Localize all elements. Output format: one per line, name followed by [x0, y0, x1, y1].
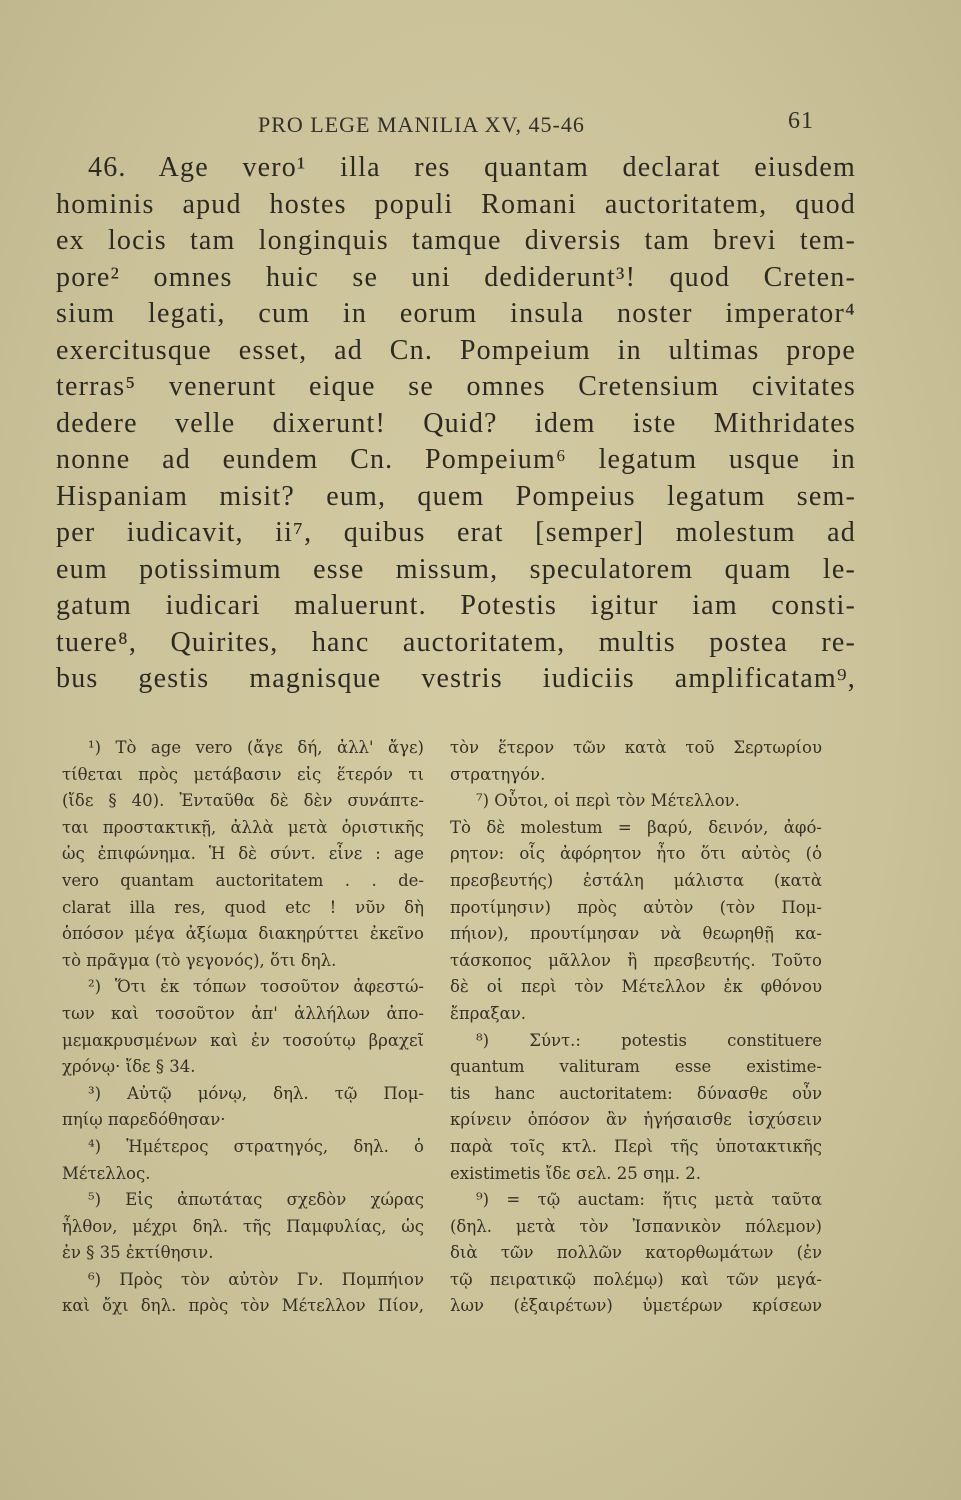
footnote-line: existimetis ἴδε σελ. 25 σημ. 2. — [450, 1163, 702, 1183]
text-line: Hispaniam misit? eum, quem Pompeius legatum sem- — [56, 480, 856, 512]
running-header — [0, 108, 961, 148]
footnote-line: πηίῳ παρεδόθησαν· — [62, 1110, 226, 1130]
text-line: pore² omnes huic se uni dediderunt³! quod Creten- — [56, 261, 856, 293]
footnote-line: τὸν ἕτερον τῶν κατὰ τοῦ Σερτωρίου — [450, 738, 822, 757]
footnote-line: στρατηγόν. — [450, 764, 546, 784]
footnote-line: ²) Ὅτι ἐκ τόπων τοσοῦτον ἀφεστώ- — [88, 977, 424, 997]
footnote-line: παρὰ τοῖς κτλ. Περὶ τῆς ὑποτακτικῆς — [450, 1136, 822, 1156]
running-title: PRO LEGE MANILIA XV, 45-46 — [258, 112, 585, 137]
text-line: nonne ad eundem Cn. Pompeium⁶ legatum usque in — [56, 444, 856, 475]
footnote-line: τῷ πειρατικῷ πολέμῳ) καὶ τῶν μεγά- — [450, 1269, 822, 1289]
footnote-line: ὡς ἐπιφώνημα. Ἡ δὲ σύντ. εἶνε : age — [62, 844, 424, 864]
text-line: terras⁵ venerunt eique se omnes Cretensium civitates — [56, 371, 856, 402]
footnotes-left-column — [62, 735, 424, 1320]
footnotes-right-column — [450, 735, 822, 1320]
page-number: 61 — [788, 108, 814, 134]
footnote-line: tis hanc auctoritatem: δύνασθε οὖν — [450, 1083, 822, 1103]
footnote-line: quantum valituram esse existime- — [450, 1057, 822, 1077]
text-line: ex locis tam longinquis tamque diversis tam brevi tem- — [56, 225, 856, 256]
footnote-line: τάσκοπος μᾶλλον ἢ πρεσβευτής. Τοῦτο — [450, 950, 822, 970]
footnote-line: ὁπόσον μέγα ἀξίωμα διακηρύττει ἐκεῖνο — [62, 924, 424, 944]
footnote-line: λων (ἐξαιρέτων) ὑμετέρων κρίσεων — [450, 1296, 822, 1316]
text-line: dedere velle dixerunt! Quid? idem iste Mithridates — [56, 407, 856, 439]
text-line: bus gestis magnisque vestris iudiciis amplificatam⁹, — [56, 663, 856, 694]
footnote-line: διὰ τῶν πολλῶν κατορθωμάτων (ἐν — [450, 1243, 822, 1263]
text-line: tuere⁸, Quirites, hanc auctoritatem, multis postea re- — [56, 626, 856, 658]
footnote-line: Τὸ δὲ molestum = βαρύ, δεινόν, ἀφό- — [450, 817, 822, 837]
footnote-line: ³) Αὐτῷ μόνῳ, δηλ. τῷ Πομ- — [88, 1083, 424, 1103]
footnote-line: των καὶ τοσοῦτον ἀπ' ἀλλήλων ἀπο- — [62, 1003, 424, 1023]
footnote-line: πρεσβευτής) ἐστάλη μάλιστα (κατὰ — [450, 870, 822, 890]
footnote-line: ρητον: οἷς ἀφόρητον ἦτο ὅτι αὐτὸς (ὁ — [450, 844, 822, 864]
footnote-line: ⁵) Εἰς ἀπωτάτας σχεδὸν χώρας — [88, 1190, 424, 1210]
footnote-line: (δηλ. μετὰ τὸν Ἰσπανικὸν πόλεμον) — [450, 1216, 822, 1236]
footnote-line: μεμακρυσμένων καὶ ἐν τοσούτῳ βραχεῖ — [62, 1030, 424, 1050]
footnote-line: ⁷) Οὗτοι, οἱ περὶ τὸν Μέτελλον. — [476, 791, 740, 811]
footnote-line: πήιον), προυτίμησαν νὰ θεωρηθῇ κα- — [450, 924, 822, 944]
footnote-line: ἔπραξαν. — [450, 1003, 527, 1023]
footnote-line: κρίνειν ὁπόσον ἂν ἡγήσαισθε ἰσχύσειν — [450, 1110, 822, 1130]
footnote-line: ⁹) = τῷ auctam: ἥτις μετὰ ταῦτα — [476, 1190, 822, 1210]
text-line: eum potissimum esse missum, speculatorem quam le- — [56, 553, 856, 585]
footnote-line: clarat illa res, quod etc ! νῦν δὴ — [62, 897, 424, 917]
footnote-line: ἐν § 35 ἐκτίθησιν. — [62, 1243, 214, 1263]
footnote-line: καὶ ὄχι δηλ. πρὸς τὸν Μέτελλον Πίον, — [62, 1296, 424, 1316]
main-latin-text — [56, 150, 856, 698]
footnote-line: τὸ πρᾶγμα (τὸ γεγονός), ὅτι δηλ. — [62, 950, 337, 970]
footnote-line: ¹) Τὸ age vero (ἄγε δή, ἀλλ' ἄγε) — [88, 738, 424, 757]
footnote-line: Μέτελλος. — [62, 1163, 151, 1183]
footnote-line: ⁶) Πρὸς τὸν αὐτὸν Γν. Πομπήιον — [88, 1269, 424, 1289]
footnote-line: τίθεται πρὸς μετάβασιν εἰς ἕτερόν τι — [62, 764, 424, 784]
footnote-line: χρόνῳ· ἴδε § 34. — [62, 1057, 196, 1077]
footnote-line: vero quantam auctoritatem . . de- — [62, 870, 424, 890]
footnote-line: ται προστακτικῇ, ἀλλὰ μετὰ ὁριστικῆς — [62, 817, 424, 837]
footnote-line: ⁴) Ἡμέτερος στρατηγός, δηλ. ὁ — [88, 1136, 424, 1156]
text-line: per iudicavit, ii⁷, quibus erat [semper] molestum ad — [56, 517, 856, 548]
text-line: 46. Age vero¹ illa res quantam declarat eiusdem — [88, 152, 856, 183]
text-line: exercitusque esset, ad Cn. Pompeium in ultimas prope — [56, 334, 856, 366]
footnote-line: προτίμησιν) πρὸς αὐτὸν (τὸν Πομ- — [450, 897, 822, 917]
text-line: gatum iudicari maluerunt. Potestis igitur iam consti- — [56, 590, 856, 621]
text-line: sium legati, cum in eorum insula noster imperator⁴ — [56, 298, 856, 329]
footnote-line: ἦλθον, μέχρι δηλ. τῆς Παμφυλίας, ὡς — [62, 1216, 424, 1236]
text-line: hominis apud hostes populi Romani auctoritatem, quod — [56, 188, 856, 220]
footnote-line: (ἴδε § 40). Ἐνταῦθα δὲ δὲν συνάπτε- — [62, 791, 424, 811]
footnote-line: δὲ οἱ περὶ τὸν Μέτελλον ἐκ φθόνου — [450, 977, 822, 997]
footnote-line: ⁸) Σύντ.: potestis constituere — [476, 1030, 822, 1050]
